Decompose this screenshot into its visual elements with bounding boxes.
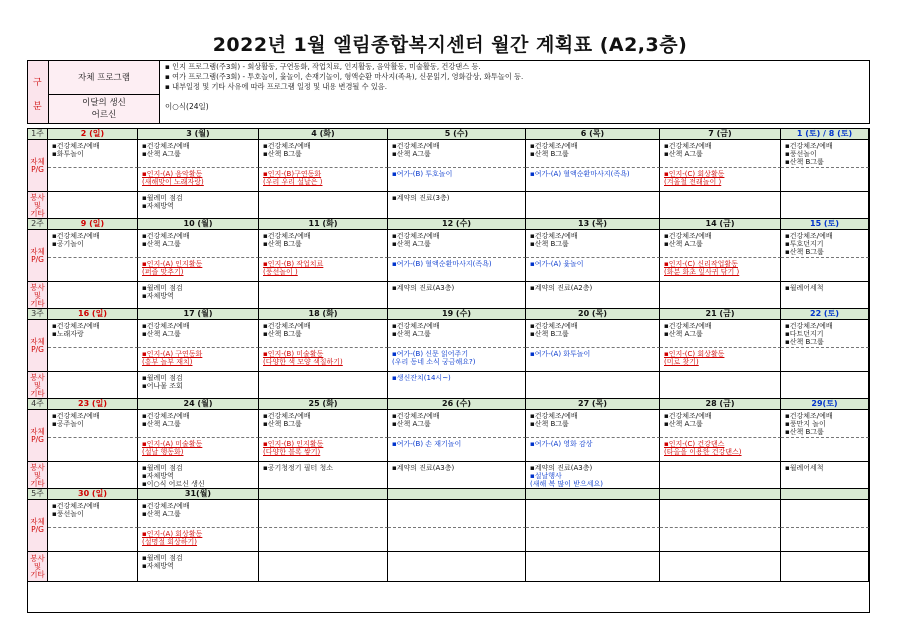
day-header: 1 (토) / 8 (토) — [781, 129, 869, 140]
schedule-item: ▪산책 A그룹 — [392, 240, 431, 248]
day-header: 22 (토) — [781, 309, 869, 320]
schedule-item: ▪여가-(B) 투호놀이 — [392, 170, 453, 178]
schedule-item: (타올을 이용한 건강댄스) — [664, 448, 742, 456]
schedule-item: ▪풍선놀이 — [785, 150, 817, 158]
schedule-item: ▪여가-(A) 윷놀이 — [530, 260, 584, 268]
service-cell — [138, 192, 259, 219]
own-program-cell — [781, 230, 869, 258]
schedule-item: ▪산책 B그룹 — [785, 248, 824, 256]
schedule-item: ▪건강체조/예배 — [142, 412, 190, 420]
week-label: 2주 — [28, 219, 48, 230]
day-header: 3 (월) — [138, 129, 259, 140]
schedule-item: ▪산책 B그룹 — [785, 158, 824, 166]
service-cell — [526, 462, 660, 489]
schedule-item: ▪산책 A그룹 — [664, 240, 703, 248]
schedule-item: ▪여가-(B) 손 재기놀이 — [392, 440, 462, 448]
program-cell — [48, 528, 138, 552]
schedule-item: ▪인지-(B) 작업치료 — [263, 260, 324, 268]
schedule-item: ▪인지-(B) 미술활동 — [263, 350, 324, 358]
service-cell — [259, 192, 388, 219]
own-program-cell — [259, 230, 388, 258]
birthday-label: 이달의 생신 어르신 — [49, 95, 160, 123]
service-cell — [660, 192, 781, 219]
schedule-item: ▪건강체조/예배 — [785, 322, 833, 330]
own-program-cell — [526, 410, 660, 438]
service-cell — [660, 372, 781, 399]
schedule-item: ▪인지-(C) 회상활동 — [664, 350, 725, 358]
service-cell — [48, 192, 138, 219]
program-cell — [660, 528, 781, 552]
own-program-cell — [526, 500, 660, 528]
service-cell — [781, 192, 869, 219]
schedule-item: ▪공기청정기 필터 청소 — [263, 464, 334, 472]
schedule-item: ▪건강체조/예배 — [530, 232, 578, 240]
schedule-item: ▪여가-(B) 혈액순환마사지(족욕) — [392, 260, 492, 268]
day-header: 20 (목) — [526, 309, 660, 320]
day-header: 23 (일) — [48, 399, 138, 410]
schedule-item: ▪산책 B그룹 — [263, 240, 302, 248]
schedule-item: ▪산책 A그룹 — [142, 240, 181, 248]
schedule-item: ▪공주놀이 — [52, 420, 84, 428]
schedule-item: ▪건강체조/예배 — [664, 322, 712, 330]
own-program-cell — [781, 320, 869, 348]
schedule-item: ▪여가-(A) 화투놀이 — [530, 350, 591, 358]
schedule-item: ▪공기놀이 — [52, 240, 84, 248]
program-cell — [138, 528, 259, 552]
own-program-cell — [660, 500, 781, 528]
program-cell — [259, 438, 388, 462]
schedule-item: ▪인지-(B)구연동화 — [263, 170, 322, 178]
program-cell — [259, 348, 388, 372]
schedule-item: ▪노래자랑 — [52, 330, 84, 338]
service-cell — [388, 462, 526, 489]
program-cell — [48, 168, 138, 192]
day-header — [259, 489, 388, 500]
schedule-item: ▪건강체조/예배 — [52, 142, 100, 150]
program-line: ▪ 내부일정 및 기타 사유에 따라 프로그램 일정 및 내용 변경될 수 있음. — [165, 82, 388, 91]
program-cell — [526, 168, 660, 192]
service-cell — [781, 282, 869, 309]
program-cell — [388, 168, 526, 192]
schedule-item: ▪산책 B그룹 — [530, 240, 569, 248]
schedule-item: ▪산책 A그룹 — [142, 150, 181, 158]
schedule-item: ▪건강체조/예배 — [785, 142, 833, 150]
schedule-item: ▪여가-(A) 혈액순환마사지(족욕) — [530, 170, 630, 178]
schedule-item: ▪계약의 진료(A3층) — [392, 284, 455, 292]
schedule-item: ▪건강체조/예배 — [263, 322, 311, 330]
schedule-item: ▪건강체조/예배 — [142, 232, 190, 240]
service-cell — [660, 462, 781, 489]
own-program-cell — [388, 410, 526, 438]
program-cell — [48, 438, 138, 462]
own-program-cell — [660, 320, 781, 348]
own-program-cell — [138, 230, 259, 258]
day-header: 31(월) — [138, 489, 259, 500]
schedule-item: ▪산책 A그룹 — [664, 150, 703, 158]
schedule-item: ▪인지-(A) 구연동화 — [142, 350, 203, 358]
service-cell — [138, 552, 259, 582]
week-label: 5주 — [28, 489, 48, 500]
day-header: 19 (수) — [388, 309, 526, 320]
day-header — [781, 489, 869, 500]
service-cell — [259, 282, 388, 309]
schedule-item: ▪산책 B그룹 — [530, 420, 569, 428]
schedule-item: ▪건강체조/예배 — [142, 322, 190, 330]
service-cell — [138, 462, 259, 489]
day-header: 9 (일) — [48, 219, 138, 230]
schedule-item: ▪건강체조/예배 — [664, 142, 712, 150]
schedule-item: ▪화투놀이 — [52, 150, 84, 158]
day-header: 27 (목) — [526, 399, 660, 410]
own-program-cell — [259, 140, 388, 168]
day-header: 24 (월) — [138, 399, 259, 410]
schedule-item: ▪산책 A그룹 — [392, 150, 431, 158]
program-cell — [388, 438, 526, 462]
day-header — [660, 489, 781, 500]
schedule-item: ▪여가-(B) 신문 읽어주기 — [392, 350, 469, 358]
service-cell — [781, 372, 869, 399]
own-program-label: 자체 프로그램 — [49, 61, 160, 95]
own-program-cell — [781, 410, 869, 438]
schedule-item: ▪투호던지기 — [785, 240, 824, 248]
program-cell — [781, 348, 869, 372]
service-cell — [138, 372, 259, 399]
own-program-cell — [259, 500, 388, 528]
program-cell — [259, 168, 388, 192]
program-line: ▪ 인지 프로그램(주3회) - 회상활동, 구연동화, 작업치료, 인지활동, 음악활동, 미술활동, 건강댄스 등. — [165, 62, 481, 71]
schedule-item: (새해맞이 노래자랑) — [142, 178, 204, 186]
service-cell — [526, 552, 660, 582]
schedule-item: ▪건강체조/예배 — [530, 322, 578, 330]
day-header: 17 (월) — [138, 309, 259, 320]
schedule-item: ▪계약의 진료(A3층) — [530, 464, 593, 472]
schedule-item: ▪산책 B그룹 — [263, 420, 302, 428]
schedule-item: ▪산책 A그룹 — [142, 510, 181, 518]
service-cell — [48, 552, 138, 582]
own-program-cell — [781, 140, 869, 168]
service-cell — [48, 282, 138, 309]
service-cell — [388, 372, 526, 399]
program-cell — [138, 438, 259, 462]
own-program-cell — [48, 140, 138, 168]
service-cell — [660, 552, 781, 582]
week-label: 1주 — [28, 129, 48, 140]
service-cell — [526, 192, 660, 219]
page-title: 2022년 1월 엘림종합복지센터 월간 계획표 (A2,3층) — [212, 34, 688, 56]
program-cell — [388, 258, 526, 282]
own-program-cell — [660, 410, 781, 438]
side-label-service: 봉사 및 기타 — [28, 282, 48, 309]
day-header: 2 (일) — [48, 129, 138, 140]
schedule-item: (우리 동네 소식 궁금해요?) — [392, 358, 476, 366]
schedule-item: ▪건강체조/예배 — [785, 232, 833, 240]
schedule-item: (다양한 블록 쌓기) — [263, 448, 321, 456]
service-cell — [388, 552, 526, 582]
day-header: 25 (화) — [259, 399, 388, 410]
schedule-item: ▪산책 B그룹 — [785, 338, 824, 346]
program-cell — [781, 528, 869, 552]
schedule-item: ▪건강체조/예배 — [392, 142, 440, 150]
schedule-item: (겨울철 전래놀이 ) — [664, 178, 722, 186]
schedule-item: ▪계약의 진료(3층) — [392, 194, 450, 202]
schedule-item: ▪건강체조/예배 — [664, 412, 712, 420]
day-header: 14 (금) — [660, 219, 781, 230]
schedule-item: ▪자체방역 — [142, 292, 174, 300]
program-cell — [388, 528, 526, 552]
schedule-item: ▪산책 B그룹 — [530, 150, 569, 158]
service-cell — [388, 282, 526, 309]
day-header: 28 (금) — [660, 399, 781, 410]
schedule-item: ▪건강체조/예배 — [392, 412, 440, 420]
schedule-item: ▪건강체조/예배 — [52, 322, 100, 330]
program-cell — [48, 258, 138, 282]
program-cell — [660, 258, 781, 282]
side-label-service: 봉사 및 기타 — [28, 462, 48, 489]
program-cell — [526, 528, 660, 552]
schedule-item: ▪건강체조/예배 — [142, 502, 190, 510]
program-cell — [138, 258, 259, 282]
own-program-cell — [781, 500, 869, 528]
schedule-item: ▪산책 A그룹 — [664, 330, 703, 338]
own-program-cell — [526, 230, 660, 258]
program-cell — [259, 258, 388, 282]
schedule-item: ▪계약의 진료(A2층) — [530, 284, 593, 292]
day-header: 15 (토) — [781, 219, 869, 230]
schedule-item: ▪월례미 점검 — [142, 194, 183, 202]
service-cell — [660, 282, 781, 309]
day-header: 12 (수) — [388, 219, 526, 230]
week-label: 3주 — [28, 309, 48, 320]
schedule-item: ▪건강체조/예배 — [263, 412, 311, 420]
category-label: 구 분 — [28, 61, 49, 123]
schedule-item: ▪산책 A그룹 — [142, 330, 181, 338]
schedule-item: ▪건강체조/예배 — [52, 412, 100, 420]
schedule-item: ▪건강체조/예배 — [664, 232, 712, 240]
program-cell — [388, 348, 526, 372]
schedule-item: ▪인지-(A) 인지활동 — [142, 260, 203, 268]
schedule-item: ▪인지-(C) 신리작업활동 — [664, 260, 738, 268]
schedule-item: ▪건강체조/예배 — [392, 232, 440, 240]
own-program-cell — [526, 140, 660, 168]
service-cell — [781, 552, 869, 582]
day-header: 10 (월) — [138, 219, 259, 230]
schedule-item: ▪월례어세척 — [785, 284, 824, 292]
own-program-cell — [48, 230, 138, 258]
schedule-item: ▪인지-(C) 회상활동 — [664, 170, 725, 178]
schedule-item: ▪산책 A그룹 — [392, 330, 431, 338]
own-program-cell — [48, 500, 138, 528]
schedule-item: ▪건강체조/예배 — [530, 142, 578, 150]
side-label-own-program: 자체 P/G — [28, 140, 48, 192]
program-cell — [526, 258, 660, 282]
schedule-item: ▪인지-(A) 음악활동 — [142, 170, 203, 178]
service-cell — [138, 282, 259, 309]
schedule-item: ▪산책 A그룹 — [392, 420, 431, 428]
program-cell — [660, 168, 781, 192]
program-cell — [660, 348, 781, 372]
day-header: 13 (목) — [526, 219, 660, 230]
own-program-cell — [138, 500, 259, 528]
own-program-cell — [48, 320, 138, 348]
program-cell — [48, 348, 138, 372]
service-cell — [259, 462, 388, 489]
day-header: 7 (금) — [660, 129, 781, 140]
schedule-item: ▪건강체조/예배 — [263, 142, 311, 150]
program-cell — [781, 258, 869, 282]
schedule-item: (퍼즐 맞추기) — [142, 268, 184, 276]
own-program-cell — [138, 140, 259, 168]
monthly-calendar — [27, 128, 870, 613]
schedule-item: ▪산책 B그룹 — [785, 428, 824, 436]
service-cell — [48, 372, 138, 399]
service-cell — [48, 462, 138, 489]
schedule-item: ▪설날행사 — [530, 472, 562, 480]
program-cell — [781, 168, 869, 192]
schedule-item: ▪자체방역 — [142, 472, 174, 480]
schedule-item: ▪산책 B그룹 — [263, 150, 302, 158]
schedule-item: ▪산책 B그룹 — [530, 330, 569, 338]
program-cell — [259, 528, 388, 552]
own-program-cell — [48, 410, 138, 438]
own-program-cell — [660, 140, 781, 168]
schedule-item: ▪인지-(A) 회상활동 — [142, 530, 203, 538]
day-header: 21 (금) — [660, 309, 781, 320]
day-header: 4 (화) — [259, 129, 388, 140]
service-cell — [526, 372, 660, 399]
program-cell — [526, 348, 660, 372]
schedule-item: ▪건강체조/예배 — [142, 142, 190, 150]
schedule-item: ▪생신잔치(14시~) — [392, 374, 451, 382]
program-description — [165, 62, 523, 92]
day-header: 26 (수) — [388, 399, 526, 410]
own-program-cell — [388, 320, 526, 348]
day-header — [388, 489, 526, 500]
birthday-value: 이○식(24일) — [165, 102, 209, 111]
schedule-item: (설명절 회상하기) — [142, 538, 198, 546]
side-label-own-program: 자체 P/G — [28, 500, 48, 552]
schedule-item: ▪자체방역 — [142, 202, 174, 210]
day-header: 11 (화) — [259, 219, 388, 230]
program-cell — [660, 438, 781, 462]
schedule-item: ▪자체방역 — [142, 562, 174, 570]
info-box — [27, 60, 870, 124]
day-header: 29(토) — [781, 399, 869, 410]
own-program-cell — [138, 320, 259, 348]
week-label: 4주 — [28, 399, 48, 410]
schedule-item: ▪산책 B그룹 — [263, 330, 302, 338]
side-label-own-program: 자체 P/G — [28, 230, 48, 282]
schedule-item: ▪계약의 진료(A3층) — [392, 464, 455, 472]
schedule-item: ▪풍선놀이 — [52, 510, 84, 518]
own-program-cell — [526, 320, 660, 348]
side-label-own-program: 자체 P/G — [28, 320, 48, 372]
schedule-item: (우리 우리 설날은 ) — [263, 178, 323, 186]
day-header: 6 (목) — [526, 129, 660, 140]
schedule-item: ▪다트던지기 — [785, 330, 824, 338]
schedule-item: ▪풍만지 놀이 — [785, 420, 826, 428]
schedule-item: ▪월례미 점검 — [142, 554, 183, 562]
day-header: 30 (일) — [48, 489, 138, 500]
own-program-cell — [138, 410, 259, 438]
program-cell — [138, 348, 259, 372]
program-cell — [526, 438, 660, 462]
schedule-item: ▪건강체조/예배 — [263, 232, 311, 240]
program-cell — [781, 438, 869, 462]
schedule-item: ▪어나물 조회 — [142, 382, 183, 390]
schedule-item: ▪산책 A그룹 — [142, 420, 181, 428]
schedule-item: (풍선놀이 ) — [263, 268, 298, 276]
service-cell — [781, 462, 869, 489]
schedule-item: ▪인지-(C) 건강댄스 — [664, 440, 725, 448]
day-header: 16 (일) — [48, 309, 138, 320]
schedule-item: ▪인지-(A) 미술활동 — [142, 440, 203, 448]
service-cell — [259, 372, 388, 399]
schedule-item: ▪건강체조/예배 — [530, 412, 578, 420]
schedule-item: (미로 찾기) — [664, 358, 699, 366]
schedule-item: ▪월례미 점검 — [142, 464, 183, 472]
side-label-service: 봉사 및 기타 — [28, 552, 48, 582]
schedule-item: (화분 화초 잎사귀 닦기 ) — [664, 268, 740, 276]
schedule-item: (설날 행동화) — [142, 448, 184, 456]
program-cell — [138, 168, 259, 192]
service-cell — [259, 552, 388, 582]
side-label-service: 봉사 및 기타 — [28, 192, 48, 219]
day-header — [526, 489, 660, 500]
schedule-item: ▪여가-(A) 영화 감상 — [530, 440, 593, 448]
schedule-item: (다양한 색 모양 색칠하기) — [263, 358, 343, 366]
side-label-own-program: 자체 P/G — [28, 410, 48, 462]
schedule-item: ▪산책 A그룹 — [664, 420, 703, 428]
program-line: ▪ 여가 프로그램(주3회) - 투호놀이, 윷놀이, 손재기놀이, 형액순환 마사지(족욕), 신문읽기, 영화감상, 화투놀이 등. — [165, 72, 524, 81]
schedule-item: ▪인지-(B) 인지활동 — [263, 440, 324, 448]
own-program-cell — [660, 230, 781, 258]
schedule-item: ▪건강체조/예배 — [52, 232, 100, 240]
service-cell — [526, 282, 660, 309]
schedule-item: ▪건강체조/예배 — [52, 502, 100, 510]
schedule-item: ▪건강체조/예배 — [785, 412, 833, 420]
schedule-item: ▪건강체조/예배 — [392, 322, 440, 330]
own-program-cell — [388, 500, 526, 528]
schedule-item: (새해 복 많이 받으세요) — [530, 480, 603, 488]
day-header: 18 (화) — [259, 309, 388, 320]
own-program-cell — [388, 140, 526, 168]
own-program-cell — [259, 410, 388, 438]
service-cell — [388, 192, 526, 219]
own-program-cell — [388, 230, 526, 258]
schedule-item: ▪월례미 점검 — [142, 284, 183, 292]
own-program-cell — [259, 320, 388, 348]
schedule-item: ▪월례어세척 — [785, 464, 824, 472]
side-label-service: 봉사 및 기타 — [28, 372, 48, 399]
schedule-item: ▪이○식 어르신 생신 — [142, 480, 205, 488]
day-header: 5 (수) — [388, 129, 526, 140]
schedule-item: (흥부 놀부 재치) — [142, 358, 193, 366]
schedule-item: ▪월례미 점검 — [142, 374, 183, 382]
